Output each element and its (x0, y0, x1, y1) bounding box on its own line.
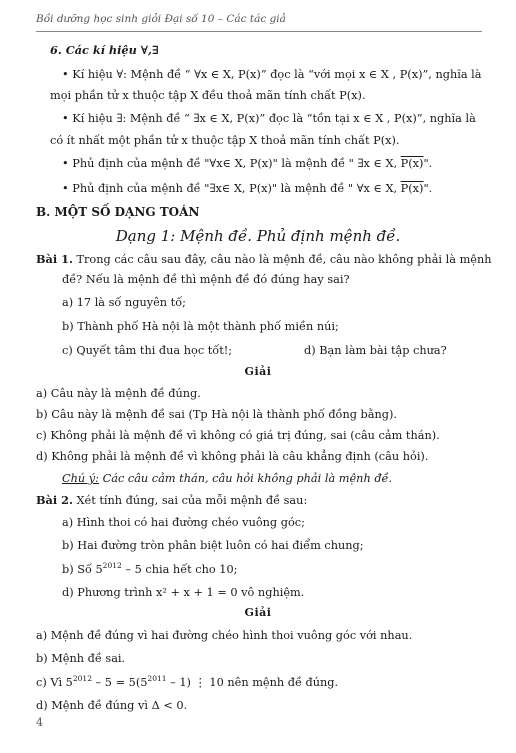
section-6-title: Các kí hiệu ∀,∃ (65, 43, 159, 57)
bai-2-item-a: a) Hình thoi có hai đường chéo vuông góc; (62, 516, 305, 529)
s6-forall-line1: • Kí hiệu ∀: Mệnh đề “ ∀x ∈ X, P(x)” đọc là “với mọi x ∈ X , P(x)”, nghĩa là (62, 68, 482, 81)
bai-2-item-b: b) Hai đường tròn phân biệt luôn có hai điểm chung; (62, 539, 364, 552)
section-6-number: 6. (50, 43, 62, 57)
bai-2-answer-b: b) Mệnh đề sai. (36, 652, 126, 665)
bai-2-answer-c: c) Vì $5^{2012} - 5 = 5(5^{2011} - 1)$ ⋮ 10 nên mệnh đề đúng. (36, 674, 339, 689)
bai-2-answer-a: a) Mệnh đề đúng vì hai đường chéo hình thoi vuông góc với nhau. (36, 629, 413, 642)
bai-1-note: Chú ý: Các câu cảm thán, câu hỏi không phải là mệnh đề. (62, 472, 393, 485)
bai-1-item-d: d) Bạn làm bài tập chưa? (304, 344, 447, 357)
bai-1-answer-b: b) Câu này là mệnh đề sai (Tp Hà nội là thành phố đồng bằng). (36, 408, 398, 421)
bai-2-answer-d: d) Mệnh đề đúng vì Δ < 0. (36, 699, 188, 712)
s6-exists-line1: • Kí hiệu ∃: Mệnh đề “ ∃x ∈ X, P(x)” đọc là “tồn tại x ∈ X , P(x)”, nghĩa là (62, 112, 476, 125)
bai-1-label: Bài 1. (36, 252, 73, 266)
bai-1-question-line1: Bài 1. Trong các câu sau đây, câu nào là mệnh đề, câu nào không phải là mệnh (36, 252, 492, 266)
bai-1-answer-a: a) Câu này là mệnh đề đúng. (36, 387, 201, 400)
s6-negation-exists: • Phủ định của mệnh đề "∃x∈ X, P(x)" là mệnh đề " ∀x ∈ X, P(x)". (62, 182, 433, 195)
bai-2-question: Bài 2. Xét tính đúng, sai của mỗi mệnh đề sau: (36, 493, 308, 507)
bai-2-label: Bài 2. (36, 493, 73, 507)
bai-1-item-b: b) Thành phố Hà nội là một thành phố miền núi; (62, 320, 339, 333)
running-header: Bồi dưỡng học sinh giỏi Đại số 10 – Các tác giả (36, 13, 482, 32)
s6-forall-line2: mọi phần tử x thuộc tập X đều thoả mãn tính chất P(x). (50, 89, 366, 102)
bai-1-answer-d: d) Không phải là mệnh đề vì không phải là câu khẳng định (câu hỏi). (36, 450, 429, 463)
bai-2-solution-heading: Giải (244, 606, 272, 619)
bai-1-item-a: a) 17 là số nguyên tố; (62, 296, 186, 309)
bai-1-answer-c: c) Không phải là mệnh đề vì không có giá trị đúng, sai (câu cảm thán). (36, 429, 440, 442)
bai-2-item-c: b) Số $5^{2012} - 5$ chia hết cho 10; (62, 561, 238, 576)
negated-predicate: P(x) (400, 157, 424, 170)
note-label: Chú ý: (62, 472, 99, 485)
bai-1-solution-heading: Giải (244, 365, 272, 378)
negated-predicate: P(x) (400, 182, 424, 195)
section-6-heading (50, 42, 159, 58)
page-number: 4 (36, 716, 43, 729)
bai-1-item-c: c) Quyết tâm thi đua học tốt!; (62, 344, 233, 357)
bai-1-question-line2: đề? Nếu là mệnh đề thì mệnh đề đó đúng hay sai? (62, 273, 350, 286)
bai-2-item-d: d) Phương trình x² + x + 1 = 0 vô nghiệm. (62, 586, 305, 599)
s6-exists-line2: có ít nhất một phần tử x thuộc tập X thoả mãn tính chất P(x). (50, 134, 400, 147)
dang-1-title: Dạng 1: Mệnh đề. Phủ định mệnh đề. (115, 227, 401, 245)
s6-negation-forall: • Phủ định của mệnh đề "∀x∈ X, P(x)" là mệnh đề " ∃x ∈ X, P(x)". (62, 157, 433, 170)
section-b-heading: B. MỘT SỐ DẠNG TOÁN (36, 205, 200, 219)
